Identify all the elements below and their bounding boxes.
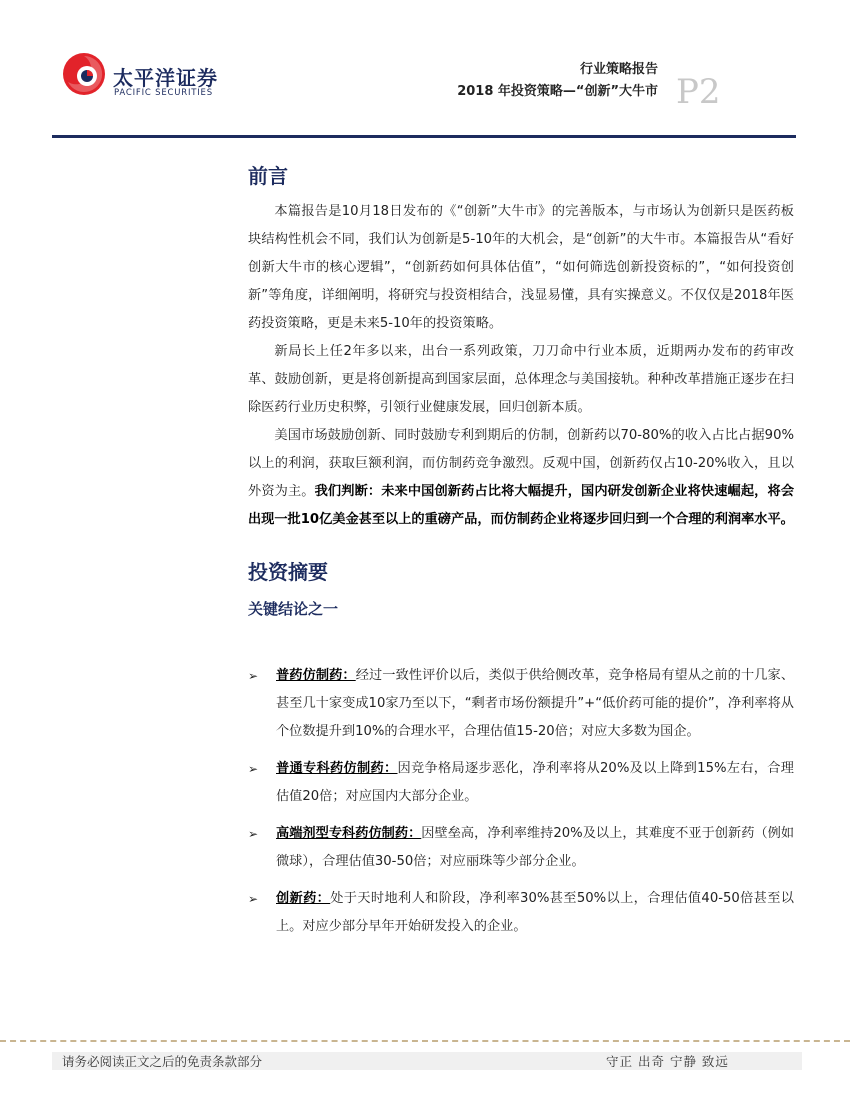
main-content bbox=[248, 160, 794, 622]
summary-subheading: 关键结论之一 bbox=[248, 600, 339, 618]
list-item: ➢ 普通专科药仿制药：因竞争格局逐步恶化，净利率将从20%及以上降到15%左右，合理估值20倍；对应国内大部分企业。 bbox=[248, 755, 794, 811]
pacific-securities-logo bbox=[62, 52, 106, 96]
report-title: 2018 年投资策略—“创新”大牛市 bbox=[457, 84, 658, 99]
footer-motto: 守正 出奇 宁静 致远 bbox=[606, 1054, 729, 1069]
list-item: ➢ 高端剂型专科药仿制药：因壁垒高，净利率维持20%及以上，其难度不亚于创新药（例如微球），合理估值30-50倍；对应丽珠等少部分企业。 bbox=[248, 820, 794, 876]
list-item: ➢ 普药仿制药：经过一致性评价以后，类似于供给侧改革，竞争格局有望从之前的十几家、甚至几十家变成10家乃至以下，“剩者市场份额提升”+“低价药可能的提价”，净利率将从个位数提升到10%的合理水平，合理估值15-20倍；对应大多数为国企。 bbox=[248, 662, 794, 746]
arrow-bullet-icon: ➢ bbox=[248, 669, 259, 683]
preface-paragraph-2: 新局长上任2年多以来，出台一系列政策，刀刀命中行业本质，近期两办发布的药审改革、鼓励创新，更是将创新提高到国家层面，总体理念与美国接轨。种种改革措施正逐步在扫除医药行业历史积弊，引领行业健康发展，回归创新本质。 bbox=[248, 344, 794, 415]
footer-disclaimer: 请务必阅读正文之后的免责条款部分 bbox=[62, 1054, 263, 1069]
preface-paragraph-1: 本篇报告是10月18日发布的《“创新”大牛市》的完善版本，与市场认为创新只是医药板块结构性机会不同，我们认为创新是5-10年的大机会，是“创新”的大牛市。本篇报告从“看好创新大牛市的核心逻辑”，“创新药如何具体估值”，“如何筛选创新投资标的”，“如何投资创新”等角度，详细阐明，将研究与投资相结合，浅显易懂，具有实操意义。不仅仅是2018年医药投资策略，更是未来5-10年的投资策略。 bbox=[248, 204, 794, 331]
summary-heading: 投资摘要 bbox=[248, 560, 328, 584]
arrow-bullet-icon: ➢ bbox=[248, 827, 259, 841]
page-number: P2 bbox=[676, 72, 721, 112]
arrow-bullet-icon: ➢ bbox=[248, 892, 259, 906]
key-judgement: 我们判断：未来中国创新药占比将大幅提升，国内研发创新企业将快速崛起，将会出现一批10亿美金甚至以上的重磅产品，而仿制药企业将逐步回归到一个合理的利润率水平。 bbox=[248, 484, 795, 527]
logo-chinese-name: 太平洋证券 bbox=[113, 66, 218, 90]
preface-paragraph-3: 美国市场鼓励创新、同时鼓励专利到期后的仿制，创新药以70-80%的收入占比占据90%以上的利润，获取巨额利润，而仿制药竞争激烈。反观中国，创新药仅占10-20%收入，且以外资为主。我们判断：未来中国创新药占比将大幅提升，国内研发创新企业将快速崛起，将会出现一批10亿美金甚至以上的重磅产品，而仿制药企业将逐步回归到一个合理的利润率水平。 bbox=[248, 428, 795, 527]
preface-heading: 前言 bbox=[248, 164, 288, 188]
report-type: 行业策略报告 bbox=[579, 62, 658, 77]
conclusion-list bbox=[248, 662, 794, 950]
list-item: ➢ 创新药：处于天时地利人和阶段，净利率30%甚至50%以上，合理估值40-50倍甚至以上。对应少部分早年开始研发投入的企业。 bbox=[248, 885, 794, 941]
header-divider bbox=[52, 135, 796, 138]
logo-english-name: PACIFIC SECURITIES bbox=[114, 88, 213, 98]
arrow-bullet-icon: ➢ bbox=[248, 762, 259, 776]
footer-divider bbox=[0, 1040, 850, 1042]
